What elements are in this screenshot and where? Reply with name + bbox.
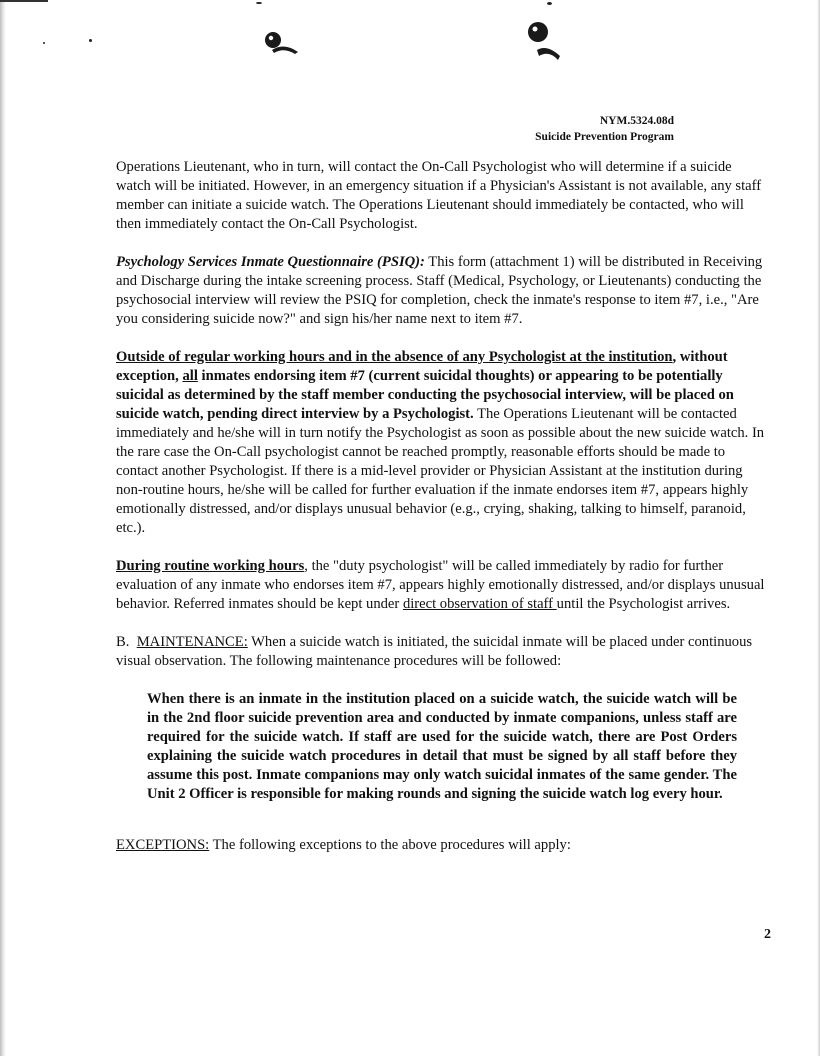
document-body <box>116 158 770 874</box>
outside-hours-bold-a: , without exception, <box>116 349 728 384</box>
psiq-heading: Psychology Services Inmate Questionnaire (PSIQ): <box>116 254 425 270</box>
punch-hole-icon <box>525 20 565 70</box>
exceptions-heading: EXCEPTIONS: <box>116 837 210 853</box>
scan-speck <box>256 2 262 4</box>
paragraph-outside-hours <box>116 348 770 538</box>
paragraph-intro: Operations Lieutenant, who in turn, will contact the On-Call Psychologist who will determine if a suicide watch will be initiated. However, in an emergency situation if a Physician's Assistant is not available, any staff member can initiate a suicide watch. The Operations Lieutenant should immediately be contacted, who will then immediately contact the On-Call Psychologist. <box>116 159 762 232</box>
maintenance-body: When a suicide watch is initiated, the suicidal inmate will be placed under continuous visual observation. The following maintenance procedures will be followed: <box>116 634 753 669</box>
scan-speck <box>547 2 552 5</box>
routine-hours-body-b: until the Psychologist arrives. <box>556 596 731 612</box>
paragraph-psiq <box>116 253 770 329</box>
scan-speck <box>89 39 92 42</box>
routine-hours-body-a: , the "duty psychologist" will be called immediately by radio for further evaluation of any inmate who endorses item #7, appears highly emotionally distressed, and/or displays unusual behavior. Referred inmates should be kept under <box>116 558 765 612</box>
maintenance-heading: MAINTENANCE: <box>136 634 248 650</box>
routine-hours-heading: During routine working hours <box>116 558 305 574</box>
direct-observation-text: direct observation of staff <box>402 596 557 612</box>
psiq-body: This form (attachment 1) will be distributed in Receiving and Discharge during the intake screening process. Staff (Medical, Psychology, or Lieutenants) conducting the psychosocial interview will review the PSIQ for completion, check the inmate's response to item #7, i.e., "Are you considering suicide now?" and sign his/her name next to item #7. <box>116 254 763 327</box>
outside-hours-body: The Operations Lieutenant will be contacted immediately and he/she will in turn notify the Psychologist as soon as possible about the new suicide watch. In the rare case the On-Call psychologist cannot be reached promptly, reasonable efforts should be made to contact another Psychologist. If there is a mid-level provider or Physician Assistant at the institution during non-routine hours, he/she will be called for further evaluation if the inmate endorses item #7, appears highly emotionally distressed, and/or displays unusual behavior (e.g., crying, shaking, talking to himself, paranoid, etc.). <box>116 406 765 536</box>
paragraph-routine-hours <box>116 557 770 614</box>
maintenance-procedure-block: When there is an inmate in the institution placed on a suicide watch, the suicide watch will be in the 2nd floor suicide prevention area and conducted by inmate companions, unless staff are required for the suicide watch. If staff are used for the suicide watch, there are Post Orders explaining the suicide watch procedures in detail that must be signed by all staff before they assume this post. Inmate companions may only watch suicidal inmates of the same gender. The Unit 2 Officer is responsible for making rounds and signing the suicide watch log every hour. <box>147 691 737 802</box>
outside-hours-bold-b: inmates endorsing item #7 (current suicidal thoughts) or appearing to be potentially suicidal as determined by the staff member conducting the psychosocial interview, will be placed on suicide watch, pending direct interview by a Psychologist. <box>116 368 734 422</box>
document-number: NYM.5324.08d <box>599 115 674 127</box>
paragraph-maintenance <box>116 633 770 671</box>
outside-hours-heading: Outside of regular working hours and in the absence of any Psychologist at the institution <box>116 349 673 365</box>
punch-hole-icon <box>262 28 302 78</box>
scan-artifact-line <box>0 0 48 2</box>
section-label: B. <box>116 634 130 650</box>
page-number: 2 <box>764 927 771 942</box>
document-header <box>535 113 674 145</box>
program-name: Suicide Prevention Program <box>535 131 674 143</box>
scan-speck <box>43 42 45 44</box>
outside-hours-all: all <box>182 368 198 384</box>
paragraph-exceptions <box>116 836 770 855</box>
scan-edge-left <box>0 0 6 1056</box>
exceptions-body: The following exceptions to the above procedures will apply: <box>209 837 571 853</box>
